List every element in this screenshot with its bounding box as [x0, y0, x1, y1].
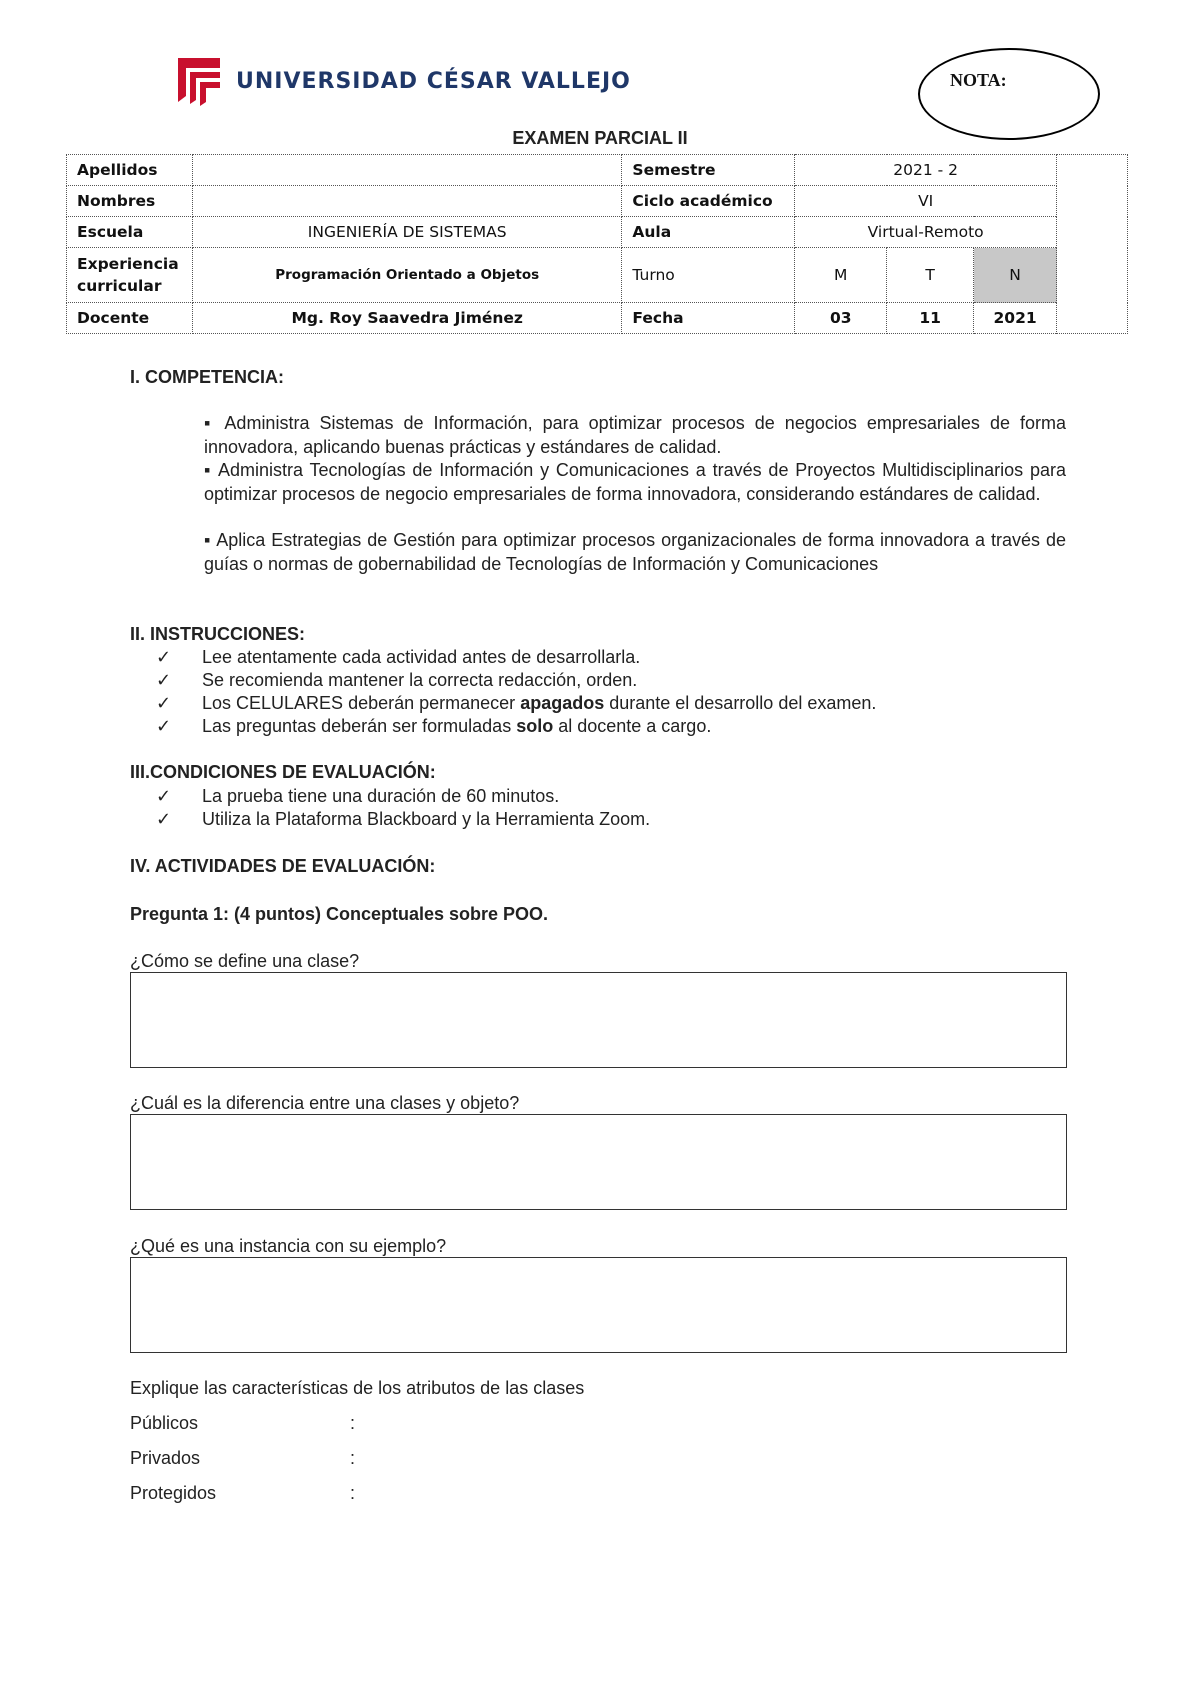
ciclo-value: VI — [795, 186, 1057, 217]
answer-box-1[interactable] — [130, 972, 1067, 1068]
table-row — [67, 155, 1128, 186]
student-info-table — [66, 154, 1128, 334]
ciclo-label: Ciclo académico — [622, 186, 795, 217]
escuela-value: INGENIERÍA DE SISTEMAS — [192, 217, 621, 248]
checkmark-icon: ✓ — [156, 716, 172, 737]
aula-label: Aula — [622, 217, 795, 248]
university-logo — [176, 56, 631, 106]
attribute-privados: Privados : — [130, 1448, 356, 1468]
table-row — [67, 186, 1128, 217]
checkmark-icon: ✓ — [156, 693, 172, 714]
apellidos-label: Apellidos — [67, 155, 193, 186]
turno-n-selected: N — [974, 248, 1057, 303]
table-row — [67, 303, 1128, 334]
explique-text: Explique las características de los atributos de las clases — [130, 1378, 585, 1398]
answer-box-3[interactable] — [130, 1257, 1067, 1353]
checkmark-icon: ✓ — [156, 809, 172, 830]
list-item: ✓ Utiliza la Plataforma Blackboard y la Herramienta Zoom. — [156, 809, 651, 830]
escuela-label: Escuela — [67, 217, 193, 248]
fecha-day: 03 — [795, 303, 887, 334]
list-item: ✓ La prueba tiene una duración de 60 minutos. — [156, 786, 560, 807]
turno-t: T — [887, 248, 974, 303]
actividades-heading: IV. ACTIVIDADES DE EVALUACIÓN: — [130, 856, 436, 876]
table-row — [67, 217, 1128, 248]
list-item: ✓ Lee atentamente cada actividad antes de desarrollarla. — [156, 647, 641, 668]
question-2: ¿Cuál es la diferencia entre una clases y objeto? — [130, 1093, 520, 1113]
docente-value: Mg. Roy Saavedra Jiménez — [192, 303, 621, 334]
fecha-label: Fecha — [622, 303, 795, 334]
nombres-field[interactable] — [192, 186, 621, 217]
competencia-item: ▪ Aplica Estrategias de Gestión para optimizar procesos organizacionales de forma innovadora a través de guías o normas de gobernabilidad de Tecnologías de Información y Comunicaciones — [204, 530, 1066, 574]
attribute-publicos: Públicos : — [130, 1413, 356, 1433]
fecha-year: 2021 — [974, 303, 1057, 334]
nombres-label: Nombres — [67, 186, 193, 217]
apellidos-field[interactable] — [192, 155, 621, 186]
university-name: UNIVERSIDAD CÉSAR VALLEJO — [236, 68, 631, 94]
competencia-item: ▪ Administra Tecnologías de Información y Comunicaciones a través de Proyectos Multidisciplinarios para optimizar procesos de negocio empresariales de forma innovadora, considerando estándares de calidad. — [204, 460, 1066, 504]
checkmark-icon: ✓ — [156, 647, 172, 668]
ucv-shield-icon — [176, 56, 222, 106]
experiencia-label: Experiencia curricular — [67, 248, 193, 303]
grade-oval — [918, 48, 1100, 140]
turno-label: Turno — [622, 248, 795, 303]
answer-box-2[interactable] — [130, 1114, 1067, 1210]
semestre-value: 2021 - 2 — [795, 155, 1057, 186]
checkmark-icon: ✓ — [156, 670, 172, 691]
experiencia-value: Programación Orientado a Objetos — [192, 248, 621, 303]
turno-m: M — [795, 248, 887, 303]
list-item: ✓ Se recomienda mantener la correcta redacción, orden. — [156, 670, 638, 691]
question-1: ¿Cómo se define una clase? — [130, 951, 360, 971]
nota-label: NOTA: — [950, 70, 1007, 90]
competencia-item: ▪ Administra Sistemas de Información, para optimizar procesos de negocios empresariales de forma innovadora, aplicando buenas prácticas y estándares de calidad. — [204, 413, 1066, 457]
list-item: ✓ Los CELULARES deberán permanecer apagados durante el desarrollo del examen. — [156, 693, 877, 714]
pregunta-1-title: Pregunta 1: (4 puntos) Conceptuales sobre POO. — [130, 904, 549, 924]
list-item: ✓ Las preguntas deberán ser formuladas solo al docente a cargo. — [156, 716, 712, 737]
question-3: ¿Qué es una instancia con su ejemplo? — [130, 1236, 447, 1256]
blank-cell — [1057, 155, 1128, 334]
exam-title: EXAMEN PARCIAL II — [512, 128, 688, 148]
fecha-month: 11 — [887, 303, 974, 334]
table-row — [67, 248, 1128, 303]
aula-value: Virtual-Remoto — [795, 217, 1057, 248]
instrucciones-heading: II. INSTRUCCIONES: — [130, 624, 306, 644]
semestre-label: Semestre — [622, 155, 795, 186]
checkmark-icon: ✓ — [156, 786, 172, 807]
docente-label: Docente — [67, 303, 193, 334]
attribute-protegidos: Protegidos : — [130, 1483, 356, 1503]
competencia-heading: I. COMPETENCIA: — [130, 367, 285, 387]
condiciones-heading: III.CONDICIONES DE EVALUACIÓN: — [130, 762, 436, 782]
